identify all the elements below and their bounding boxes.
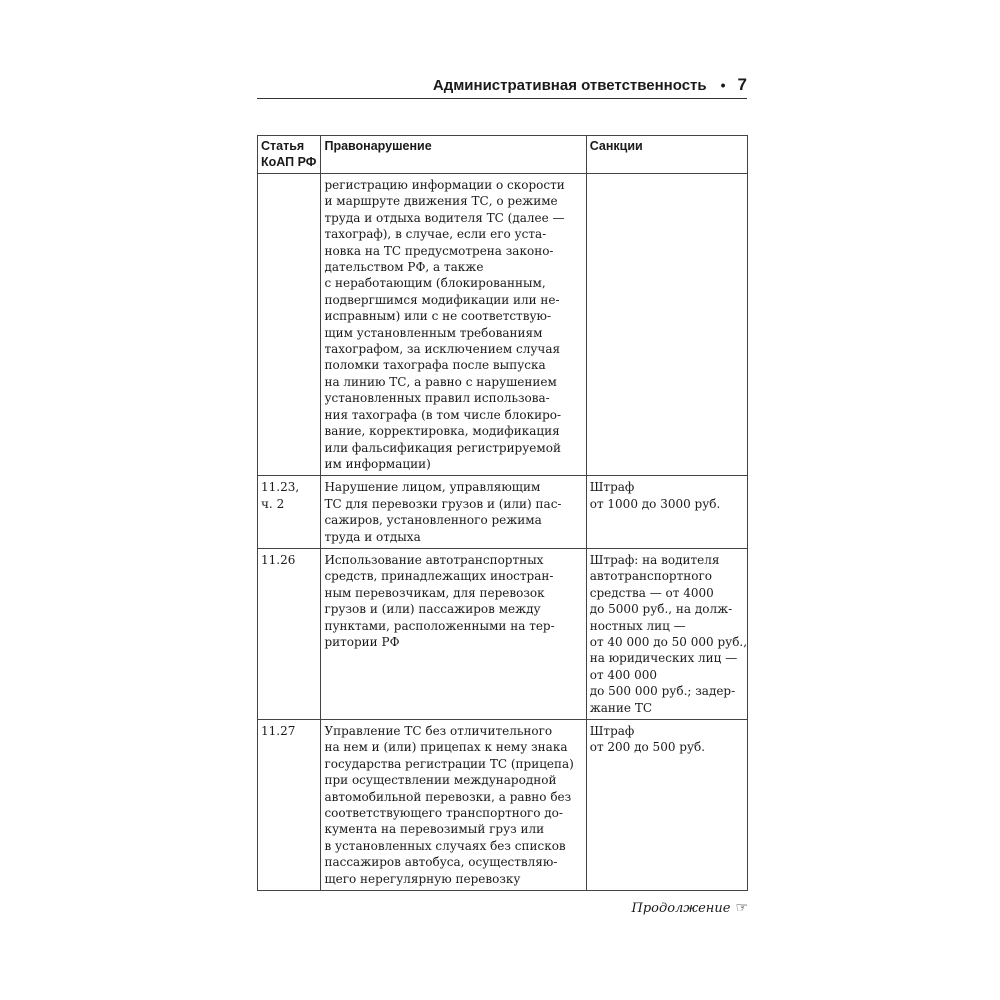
cell-article [258,548,321,719]
column-header-offense: Правонарушение [321,136,586,174]
text-line: и маршруте движения ТС, о режиме [324,194,558,209]
text-line: 11.23, [261,480,300,495]
table-row [258,720,748,891]
table-row [258,174,748,476]
cell-offense [321,476,586,549]
text-line: регистрацию информации о скорости [324,178,565,192]
cell-offense [321,548,586,719]
text-line: Использование автотранспортных [324,552,544,567]
text-line: от 40 000 до 50 000 руб., [589,634,748,649]
header-bullet: • [720,77,726,93]
text-line: дательством РФ, а также [324,260,484,275]
cell-sanction [586,476,747,549]
cell-article [258,720,321,891]
text-line: сажиров, установленного режима [324,513,542,528]
text-line: от 400 000 [589,667,658,682]
text-line: 11.27 [261,724,296,738]
cell-sanction [586,720,747,891]
text-line: ния тахографа (в том числе блокиро- [324,407,562,422]
text-line: щим установленным требованиям [324,325,543,340]
text-line: труда и отдыха [324,529,421,544]
cell-article [258,174,321,476]
text-line: Штраф [589,724,635,738]
text-line: от 1000 до 3000 руб. [589,496,721,511]
text-line: на юридических лиц — [589,651,738,666]
text-line: пунктами, расположенными на тер- [324,618,555,633]
text-line: Штраф: на водителя [589,552,720,567]
text-line: при осуществлении международной [324,773,557,788]
text-line: кумента на перевозимый груз или [324,822,545,837]
text-line: щего нерегулярную перевозку [324,871,521,886]
text-line: установленных правил использова- [324,391,550,406]
text-line: средства — от 4000 [589,585,714,600]
table-row [258,548,748,719]
text-line: с неработающим (блокированным, [324,276,546,291]
text-line: до 500 000 руб.; задер- [589,684,736,699]
text-line: на линию ТС, а равно с нарушением [324,374,557,389]
text-line: труда и отдыха водителя ТС (далее — [324,210,565,225]
table-row [258,476,748,549]
text-line: до 5000 руб., на долж- [589,602,733,617]
text-line: ритории РФ [324,634,400,649]
cell-sanction [586,548,747,719]
cell-offense [321,174,586,476]
text-line: тахограф), в случае, если его уста- [324,227,547,242]
text-line: Штраф [589,480,635,495]
text-line: средств, принадлежащих иностран- [324,569,554,584]
text-line: 11.26 [261,552,296,567]
text-line: пассажиров автобуса, осуществляю- [324,855,558,870]
continuation-label: Продолжение [631,900,731,916]
text-line: жание ТС [589,700,653,715]
text-line: Нарушение лицом, управляющим [324,480,541,495]
cell-offense [321,720,586,891]
text-line: государства регистрации ТС (прицепа) [324,756,574,771]
text-line: от 200 до 500 руб. [589,740,706,755]
column-header-sanction: Санкции [586,136,747,174]
text-line: поломки тахографа после выпуска [324,358,546,373]
text-line: им информации) [324,456,431,471]
table-header-row [258,136,748,174]
text-line: ч. 2 [261,496,285,511]
running-header [257,74,747,99]
text-line: автотранспортного [589,569,712,584]
text-line: подвергшимся модификации или не- [324,292,560,307]
text-line: автомобильной перевозки, а равно без [324,789,572,804]
text-line: новка на ТС предусмотрена законо- [324,243,554,258]
text-line: в установленных случаях без списков [324,838,566,853]
text-line: на нем и (или) прицепах к нему знака [324,740,568,755]
text-line: исправным) или с не соответствую- [324,309,552,324]
text-line: грузов и (или) пассажиров между [324,602,541,617]
violations-table [257,135,748,891]
text-line: соответствующего транспортного до- [324,806,563,821]
page-number: 7 [737,75,747,94]
header-title: Административная ответственность [432,76,707,94]
cell-sanction [586,174,747,476]
continuation-note [632,900,749,916]
column-header-article: Статья КоАП РФ [258,136,321,174]
text-line: ностных лиц — [589,618,686,633]
text-line: ТС для перевозки грузов и (или) пас- [324,496,562,511]
text-line: Управление ТС без отличительного [324,724,553,738]
cell-article [258,476,321,549]
text-line: тахографом, за исключением случая [324,342,561,357]
text-line: или фальсификация регистрируемой [324,440,561,455]
text-line: ным перевозчикам, для перевозок [324,585,545,600]
text-line: вание, корректировка, модификация [324,424,560,439]
pointing-hand-icon: ☞ [735,900,748,916]
